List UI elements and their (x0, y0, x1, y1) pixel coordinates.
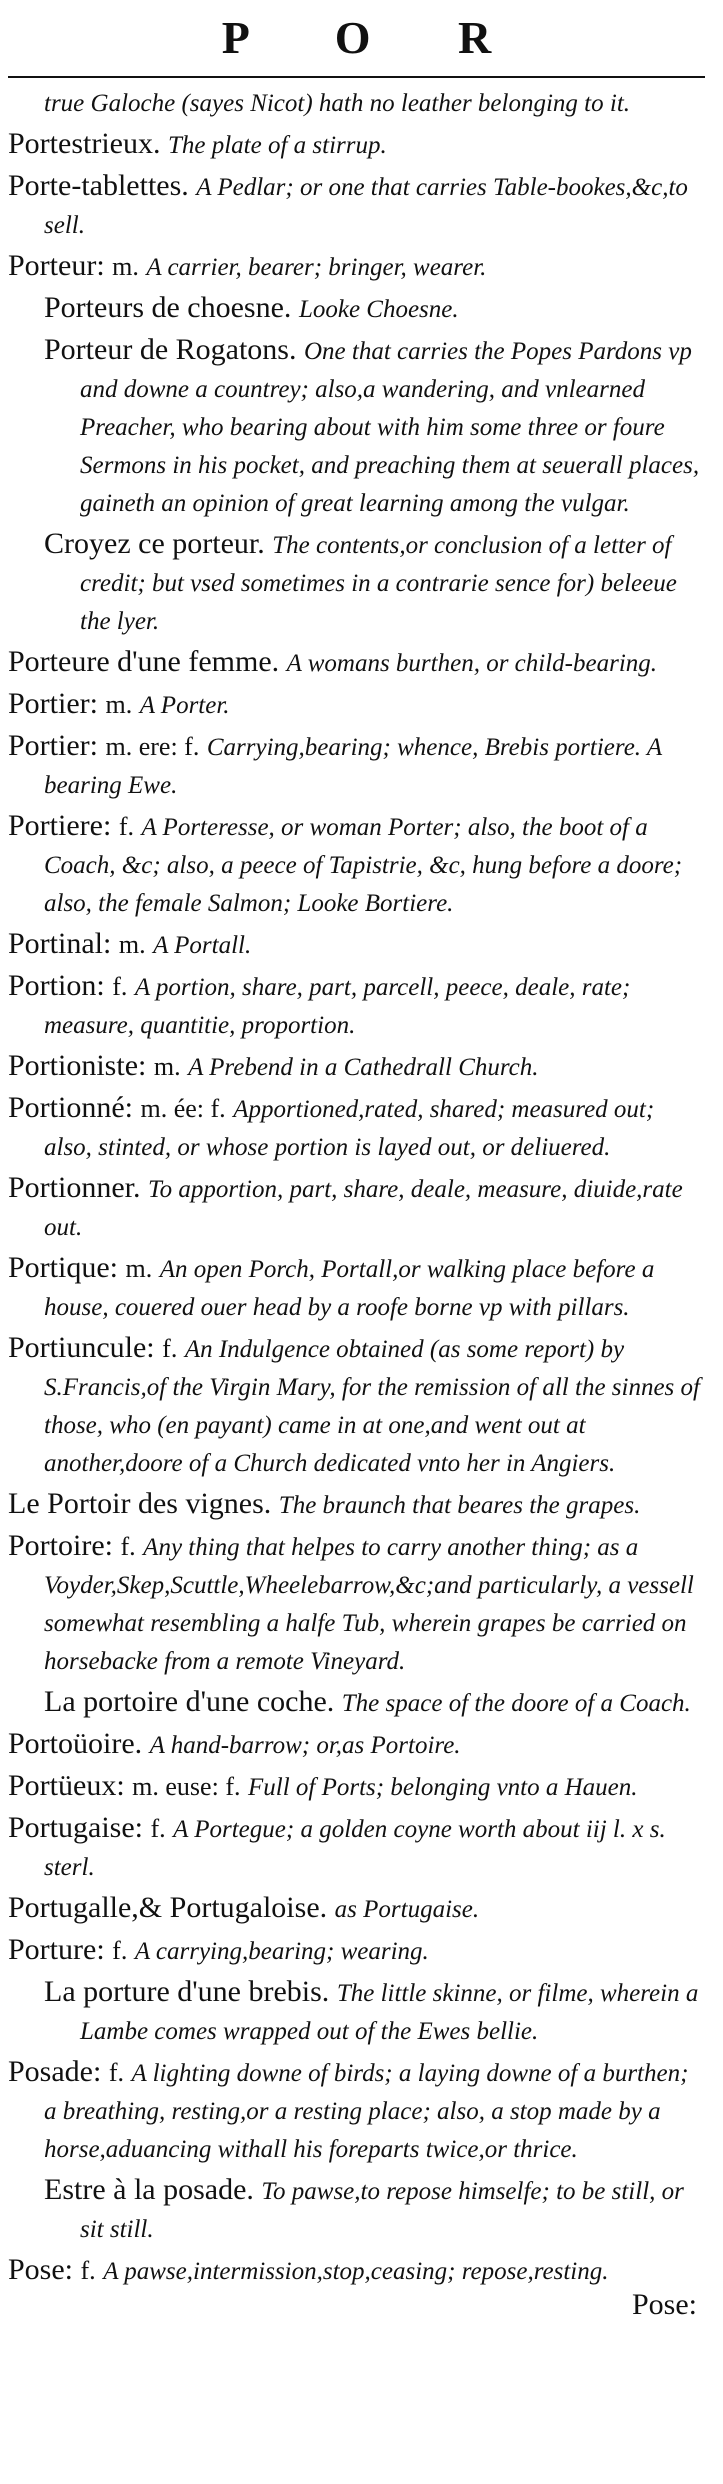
definition: The contents,or conclusion of a letter of credit; but vsed sometimes in a contrarie sence for) beleeue the lyer. (80, 532, 677, 635)
dictionary-entry-portoir (8, 1486, 705, 1524)
headword: Portier: (8, 729, 98, 762)
dictionary-entry-portueux (8, 1768, 705, 1806)
headword: Porteur de Rogatons. (44, 333, 297, 366)
grammar-note: m. (153, 1052, 181, 1081)
grammar-note: f. (112, 972, 128, 1001)
header-rule (8, 76, 705, 78)
grammar-note: m. (125, 1254, 153, 1283)
dictionary-entry-porture (8, 1932, 705, 1970)
definition: Full of Ports; belonging vnto a Hauen. (247, 1774, 638, 1801)
headword: Le Portoir des vignes. (8, 1487, 272, 1520)
headword: Porteure d'une femme. (8, 645, 280, 678)
grammar-note: m. ere: f. (105, 732, 200, 761)
grammar-note: m. (112, 252, 139, 281)
dictionary-entry-portugaise (8, 1810, 705, 1886)
dictionary-entry-porture-brebis (8, 1974, 705, 2050)
definition: as Portugaise. (334, 1896, 480, 1923)
definition: A Porteresse, or woman Porter; also, the boot of a Coach, &c; also, a peece of Tapistrie, &c, hung before a doore; also, the female Salmon; Looke Bortiere. (44, 814, 683, 917)
dictionary-entry-portier1 (8, 686, 705, 724)
headword: Portinal: (8, 927, 112, 960)
grammar-note: f. (112, 1936, 128, 1965)
definition: The little skinne, or filme, wherein a Lambe comes wrapped out of the Ewes bellie. (80, 1980, 699, 2045)
definition: A carrying,bearing; wearing. (134, 1938, 429, 1965)
dictionary-entry-croyez (8, 526, 705, 640)
definition: A Porter. (139, 692, 230, 719)
headword: Pose: (8, 2253, 74, 2286)
headword: Porture: (8, 1933, 105, 1966)
dictionary-entry-estre-posade (8, 2172, 705, 2248)
headword: Portiere: (8, 809, 112, 842)
grammar-note: m. (105, 690, 133, 719)
definition: A hand-barrow; or,as Portoire. (149, 1732, 461, 1759)
definition: A womans burthen, or child-bearing. (286, 650, 658, 677)
definition: A Prebend in a Cathedrall Church. (188, 1054, 539, 1081)
headword: Portugaise: (8, 1811, 143, 1844)
definition: To apportion, part, share, deale, measure, diuide,rate out. (44, 1176, 683, 1241)
dictionary-entry-posade (8, 2054, 705, 2168)
definition: A portion, share, part, parcell, peece, deale, rate; measure, quantitie, proportion. (44, 974, 631, 1039)
headword: Estre à la posade. (44, 2173, 254, 2206)
dictionary-entry-portiuncule (8, 1330, 705, 1482)
dictionary-entry-portoire-coche (8, 1684, 705, 1722)
dictionary-entry-portion (8, 968, 705, 1044)
definition: A Pedlar; or one that carries Table-bookes,&c,to sell. (44, 174, 688, 239)
definition: true Galoche (sayes Nicot) hath no leather belonging to it. (44, 90, 631, 117)
definition: Any thing that helpes to carry another thing; as a Voyder,Skep,Scuttle,Wheelebarrow,&c;and particularly, a vessell somewhat resembling a halfe Tub, wherein grapes be carried on horsebacke from a remote Vineyard. (44, 1534, 694, 1675)
definition: Apportioned,rated, shared; measured out; also, stinted, or whose portion is layed out, or deliuered. (44, 1096, 655, 1161)
dictionary-entry-portoiioire (8, 1726, 705, 1764)
dictionary-entry-porteurs-choesne (8, 290, 705, 328)
definition: The braunch that beares the grapes. (278, 1492, 641, 1519)
dictionary-entry-portestrieux (8, 126, 705, 164)
headword: Portoire: (8, 1529, 113, 1562)
definition: Looke Choesne. (298, 296, 459, 323)
dictionary-entry-pose (8, 2252, 705, 2290)
headword: Portionné: (8, 1091, 133, 1124)
definition: To pawse,to repose himselfe; to be still, or sit still. (80, 2178, 684, 2243)
headword: La portoire d'une coche. (44, 1685, 335, 1718)
dictionary-entry-porteur-rogatons (8, 332, 705, 522)
grammar-note: m. euse: f. (132, 1772, 241, 1801)
catchword: Pose: (631, 2288, 697, 2321)
headword: Portique: (8, 1251, 118, 1284)
dictionary-entry-porteur (8, 248, 705, 286)
definition: One that carries the Popes Pardons vp and downe a countrey; also,a wandering, and vnlearned Preacher, who bearing about with him some three or foure Sermons in his pocket, and preaching them at seuerall places, gaineth an opinion of great learning among the vulgar. (80, 338, 700, 517)
dictionary-entry-porte-tablettes (8, 168, 705, 244)
page-header: P O R (221, 12, 530, 63)
dictionary-entry-portiere (8, 808, 705, 922)
headword: Portoüoire. (8, 1727, 143, 1760)
dictionary-entry-cont (8, 84, 705, 122)
headword: Porteur: (8, 249, 105, 282)
definition: An Indulgence obtained (as some report) by S.Francis,of the Virgin Mary, for the remission of all the sinnes of those, who (en payant) came in at one,and went out at another,doore of a Church dedicated vnto her in Angiers. (44, 1336, 700, 1477)
headword: Porte-tablettes. (8, 169, 189, 202)
grammar-note: f. (162, 1334, 178, 1363)
grammar-note: m. ée: f. (140, 1094, 226, 1123)
dictionary-entry-portier2 (8, 728, 705, 804)
entry-list (8, 84, 705, 2290)
definition: A carrier, bearer; bringer, wearer. (146, 254, 487, 281)
grammar-note: f. (120, 1532, 136, 1561)
definition: The plate of a stirrup. (167, 132, 387, 159)
definition: The space of the doore of a Coach. (341, 1690, 691, 1717)
headword: Portestrieux. (8, 127, 161, 160)
grammar-note: f. (150, 1814, 166, 1843)
headword: Croyez ce porteur. (44, 527, 265, 560)
headword: Posade: (8, 2055, 102, 2088)
grammar-note: f. (118, 812, 134, 841)
dictionary-entry-portionne (8, 1090, 705, 1166)
dictionary-entry-portoire (8, 1528, 705, 1680)
headword: Portionner. (8, 1171, 141, 1204)
definition: A pawse,intermission,stop,ceasing; repose,resting. (103, 2258, 609, 2285)
dictionary-entry-portioniste (8, 1048, 705, 1086)
definition: A lighting downe of birds; a laying downe of a burthen; a breathing, resting,or a resting place; also, a stop made by a horse,aduancing withall his foreparts twice,or thrice. (44, 2060, 689, 2163)
headword: Portioniste: (8, 1049, 147, 1082)
definition: Carrying,bearing; whence, Brebis portiere. A bearing Ewe. (44, 734, 662, 799)
headword: Porteurs de choesne. (44, 291, 292, 324)
grammar-note: m. (118, 930, 146, 959)
dictionary-entry-porteure (8, 644, 705, 682)
definition: An open Porch, Portall,or walking place before a house, couered ouer head by a roofe borne vp with pillars. (44, 1256, 655, 1321)
headword: Portier: (8, 687, 98, 720)
dictionary-entry-portinal (8, 926, 705, 964)
dictionary-entry-portugalle (8, 1890, 705, 1928)
dictionary-entry-portique (8, 1250, 705, 1326)
grammar-note: f. (80, 2256, 96, 2285)
definition: A Portall. (153, 932, 252, 959)
headword: La porture d'une brebis. (44, 1975, 330, 2008)
headword: Portugalle,& Portugaloise. (8, 1891, 328, 1924)
headword: Portüeux: (8, 1769, 125, 1802)
definition: A Portegue; a golden coyne worth about iij l. x s. sterl. (44, 1816, 666, 1881)
grammar-note: f. (108, 2058, 124, 2087)
dictionary-entry-portionner (8, 1170, 705, 1246)
headword: Portion: (8, 969, 105, 1002)
headword: Portiuncule: (8, 1331, 155, 1364)
